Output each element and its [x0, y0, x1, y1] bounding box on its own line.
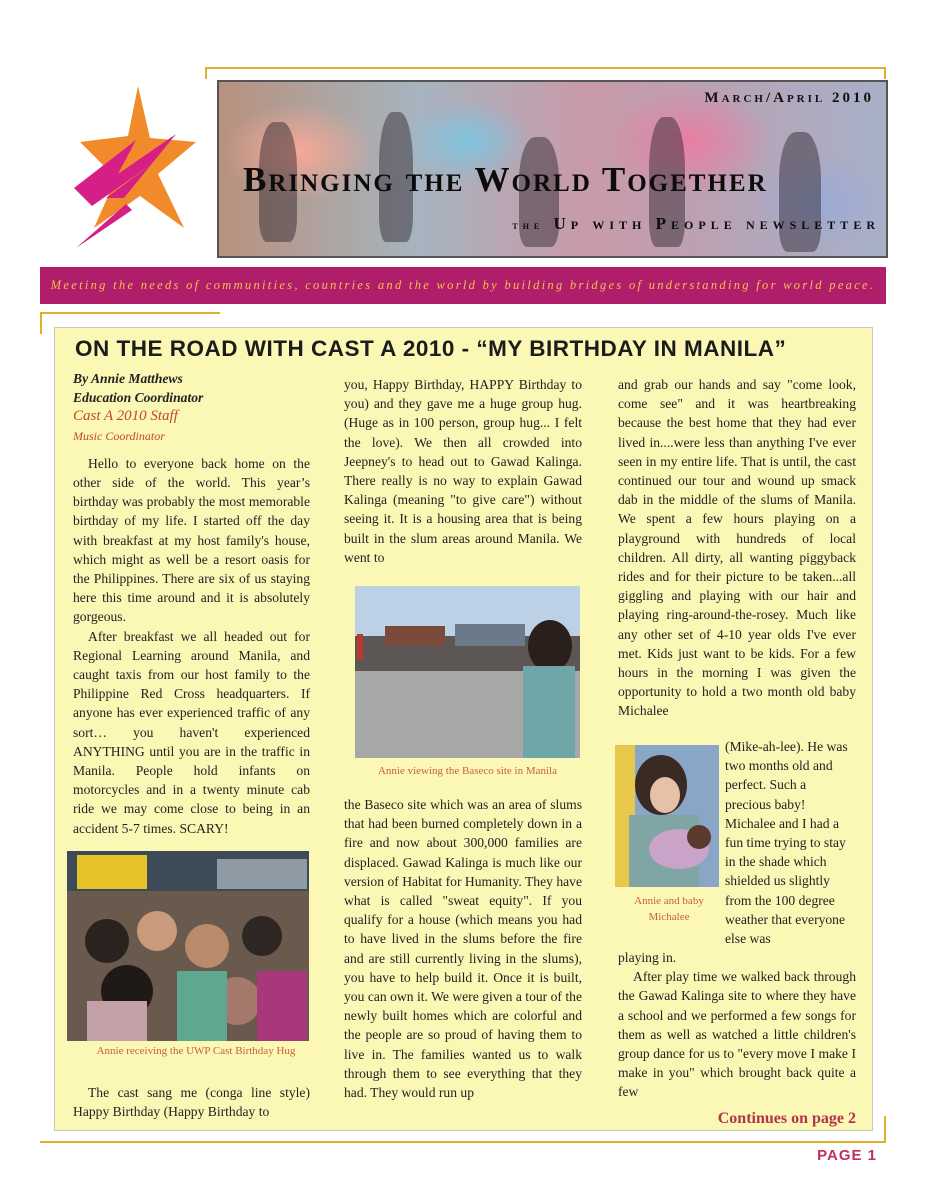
birthday-hug-photo — [67, 851, 309, 1041]
paragraph: Hello to everyone back home on the other side of the world. This year’s birthday was probably the most memorable birthday of my life. I started off the day with breakfast at my host family's house, which might as well be a resort oasis for the Philippines. There are six of us staying here this time around and it is absolutely gorgeous. — [73, 455, 310, 625]
bottom-gold-rule — [40, 1141, 886, 1143]
header-banner — [217, 80, 888, 258]
article-panel — [54, 327, 873, 1131]
page-number: PAGE 1 — [817, 1147, 877, 1164]
newsletter-subtitle — [512, 214, 880, 234]
newsletter-title: Bringing the World Together — [243, 160, 768, 199]
baby-photo — [615, 745, 719, 887]
paragraph: the Baseco site which was an area of slums that had been burned completely down in a fire and now about 300,000 families are displaced. Gawad Kalinga is much like our version of Habitat for Humanity. They have what is called "sweat equity". If you qualify for a house (which means you had to have lived in the slums before the fire and are still currently living in the slums), you have to help build it. Once it is built, you can own it. We were given a tour of the newly built homes which are colorful and the people are so proud of having them to live in. The families wanted us to walk through them to see everything that they had. They would run up — [344, 797, 582, 1101]
article-column-3-end — [618, 948, 856, 1102]
byline-author: By Annie Matthews — [73, 371, 183, 386]
mid-gold-rule — [40, 312, 220, 314]
article-column-3-wrap — [725, 737, 855, 948]
article-column-2-continued — [344, 795, 582, 1102]
bottom-right-gold-tick — [884, 1116, 886, 1143]
baseco-site-photo — [355, 586, 580, 758]
paragraph: you, Happy Birthday, HAPPY Birthday to you) and they gave me a huge group hug. (Huge as in 100 person, group hug... I felt the love). We then all crowded into Jeepney's to head out to Gawad Kalinga. There really is no way to explain Gawad Kalinga (meaning "to give care") without seeing it. It is a housing area that is being built in the slum areas around Manila. We went to — [344, 377, 582, 565]
top-gold-rule — [205, 67, 886, 69]
left-gold-rule — [40, 312, 42, 334]
paragraph: playing in. — [618, 950, 677, 965]
hug-caption: Annie receiving the UWP Cast Birthday Hug — [96, 1045, 296, 1057]
subtitle-the: the — [512, 218, 545, 232]
byline-staff: Cast A 2010 Staff — [73, 408, 178, 425]
paragraph: and grab our hands and say "come look, come see" and it was heartbreaking because the best home that they had ever lived in....were less than anything I've ever seen in my entire life. That is until, the cast continued our tour and wound up smack dab in the middle of the slums of Manila. We spent a few hours playing on a playground with hundreds of local children. All dirty, all wanting piggyback rides and for their picture to be taken...all giggling and playing with our hair and playing ring-around-the-rosey. Much like any other set of 4-10 year olds I've ever met. Kids just want to be kids. For a few hours in the morning I was given the opportunity to hold a two month old baby Michalee — [618, 377, 856, 719]
performer-silhouette — [779, 132, 821, 252]
top-right-gold-tick — [884, 67, 886, 79]
continues-link[interactable]: Continues on page 2 — [717, 1110, 856, 1127]
byline-role: Music Coordinator — [73, 428, 165, 443]
subtitle-rest: Up with People newsletter — [553, 214, 880, 233]
article-headline: ON THE ROAD WITH CAST A 2010 - “MY BIRTHDAY IN MANILA” — [75, 336, 787, 361]
paragraph: (Mike-ah-lee). He was two months old and perfect. Such a precious baby! Michalee and I had a fun time trying to stay in the shade which shielded us slightly from the 100 degree weather that everyone else was — [725, 739, 848, 947]
paragraph: After breakfast we all headed out for Regional Learning around Manila, and caught taxis from our host family to the Philippine Red Cross headquarters. If anyone has ever experienced traffic of any sort… you haven't experienced ANYTHING until you are in the traffic in Manila. People hold infants on motorcycles and in a twenty minute cab ride we may come close to being in an accident 5-7 times. SCARY! — [73, 628, 310, 836]
article-column-1 — [73, 369, 310, 838]
paragraph: After play time we walked back through the Gawad Kalinga site to where they have a school and we performed a few songs for them as well as watched a little children's group dance for us to "every move I make I make in you" which brought back quite a few — [618, 969, 856, 1100]
byline-title: Education Coordinator — [73, 390, 204, 406]
top-gold-tick — [205, 67, 207, 79]
article-column-2 — [344, 375, 582, 567]
baby-caption: Annie and baby Michalee — [634, 895, 704, 923]
tagline: Meeting the needs of communities, countries and the world by building bridges of understanding for world peace. — [50, 278, 876, 292]
article-column-1-end — [73, 1083, 310, 1121]
paragraph: The cast sang me (conga line style) Happy Birthday (Happy Birthday to — [73, 1085, 310, 1120]
tagline-bar — [40, 267, 886, 304]
article-column-3 — [618, 375, 856, 721]
issue-date: March/April 2010 — [704, 90, 874, 106]
up-with-people-logo — [66, 78, 202, 248]
baseco-caption: Annie viewing the Baseco site in Manila — [377, 765, 557, 777]
